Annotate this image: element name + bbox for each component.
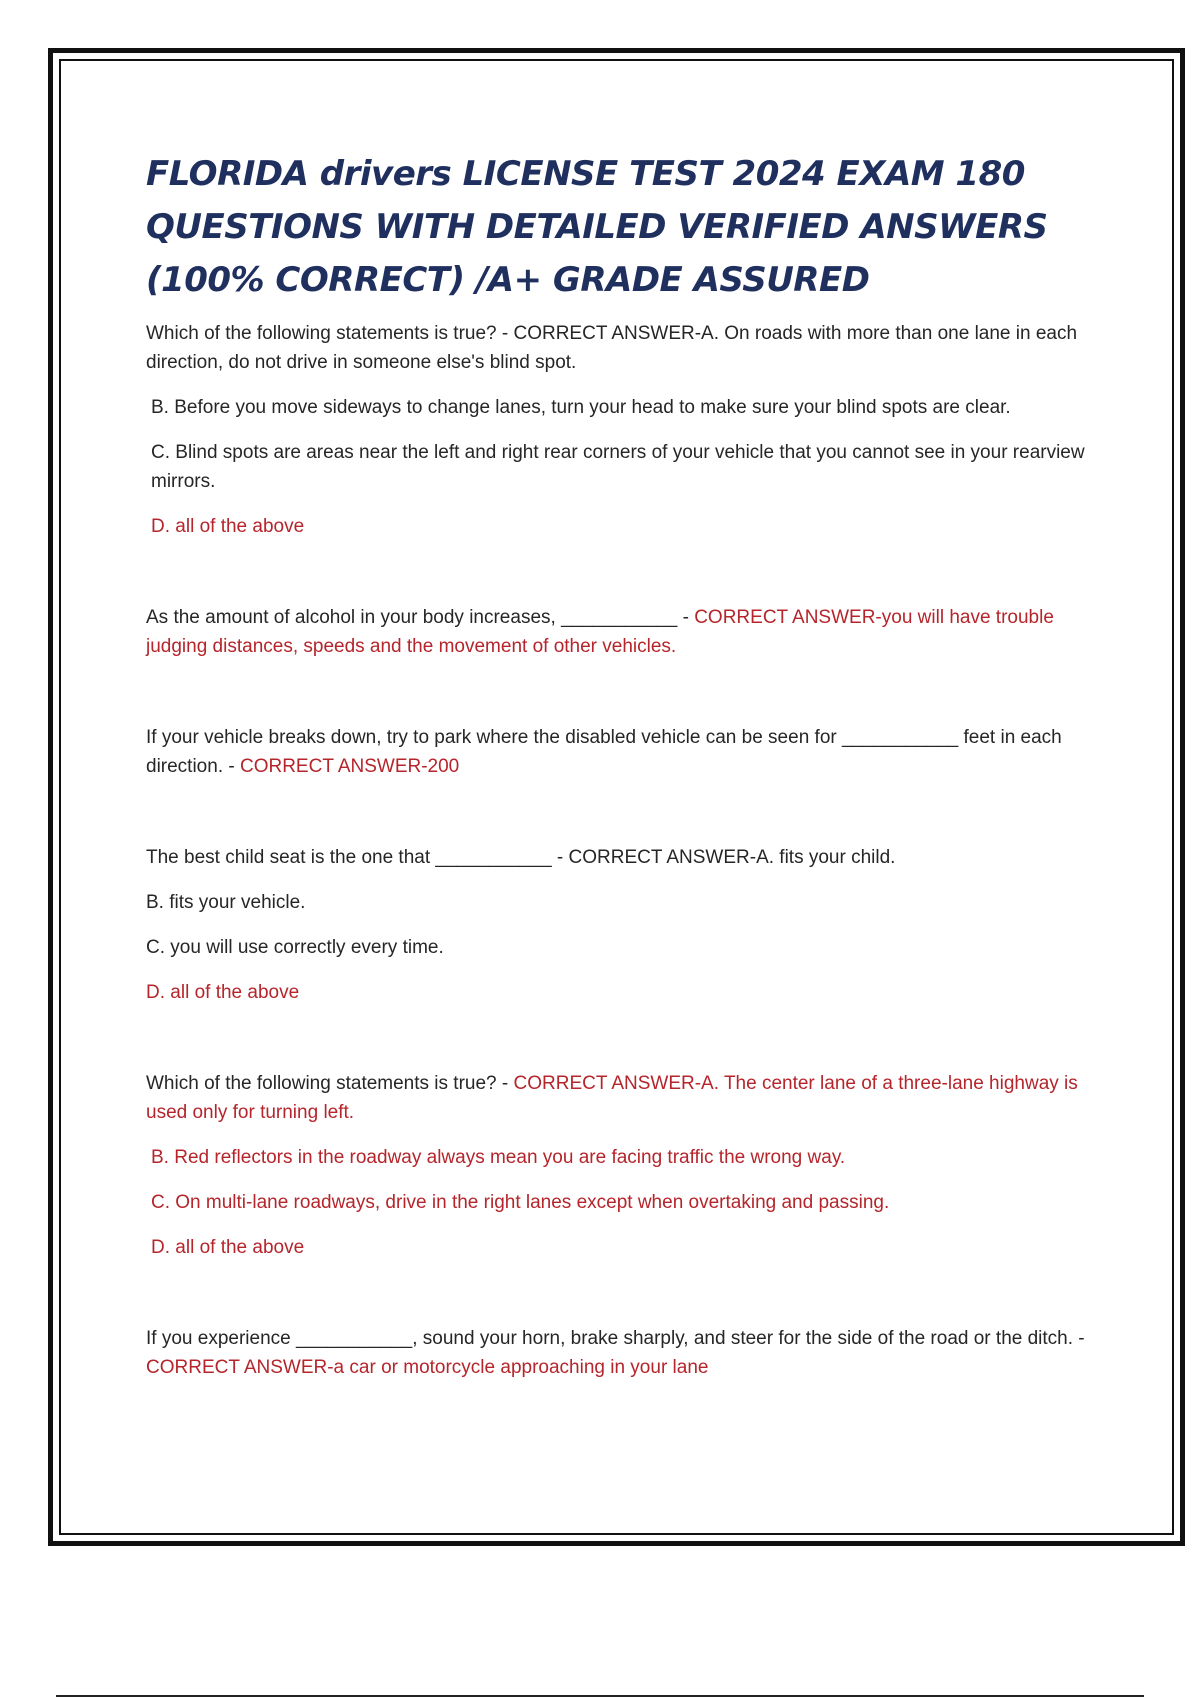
question-5: [146, 1069, 1086, 1127]
question-5-option-b: B. Red reflectors in the roadway always mean you are facing traffic the wrong way.: [151, 1147, 846, 1168]
question-1-stem: Which of the following statements is true? - CORRECT ANSWER-A. On roads with more than one lane in each direction, do not drive in someone else's blind spot.: [146, 323, 1078, 373]
question-4-option-b: B. fits your vehicle.: [146, 892, 306, 913]
question-1-option-c: C. Blind spots are areas near the left and right rear corners of your vehicle that you cannot see in your rearview mirrors.: [151, 442, 1085, 492]
question-2: [146, 603, 1086, 661]
question-2-answer: CORRECT ANSWER-you will have trouble judging distances, speeds and the movement of other vehicles.: [146, 607, 1054, 657]
question-2-stem: As the amount of alcohol in your body increases, ___________ -: [146, 607, 695, 628]
question-4-answer: D. all of the above: [146, 982, 300, 1003]
question-1-answer: D. all of the above: [151, 516, 305, 537]
footer-rule: [56, 1695, 1144, 1697]
question-5-stem: Which of the following statements is true? -: [146, 1073, 514, 1094]
question-5-option-d: D. all of the above: [151, 1237, 305, 1258]
question-4-stem: The best child seat is the one that ___________ - CORRECT ANSWER-A. fits your child.: [146, 847, 896, 868]
question-6: [146, 1324, 1086, 1382]
question-6-stem: If you experience ___________, sound your horn, brake sharply, and steer for the side of the road or the ditch. -: [146, 1328, 1085, 1349]
question-5-option-c: C. On multi-lane roadways, drive in the right lanes except when overtaking and passing.: [151, 1192, 890, 1213]
question-6-answer: CORRECT ANSWER-a car or motorcycle approaching in your lane: [146, 1357, 709, 1378]
document-title: FLORIDA drivers LICENSE TEST 2024 EXAM 180 QUESTIONS WITH DETAILED VERIFIED ANSWERS (100% CORRECT) /A+ GRADE ASSURED: [146, 154, 1048, 300]
question-4-option-c: C. you will use correctly every time.: [146, 937, 444, 958]
question-3-answer: CORRECT ANSWER-200: [239, 756, 460, 777]
question-3-stem: If your vehicle breaks down, try to park where the disabled vehicle can be seen for ___________ feet in each direction. -: [146, 727, 1062, 777]
document-content: [146, 148, 1086, 1382]
question-3: [146, 723, 1086, 781]
question-1-option-b: B. Before you move sideways to change lanes, turn your head to make sure your blind spots are clear.: [151, 397, 1011, 418]
question-5-answer-a: CORRECT ANSWER-A. The center lane of a three-lane highway is used only for turning left.: [146, 1073, 1078, 1123]
